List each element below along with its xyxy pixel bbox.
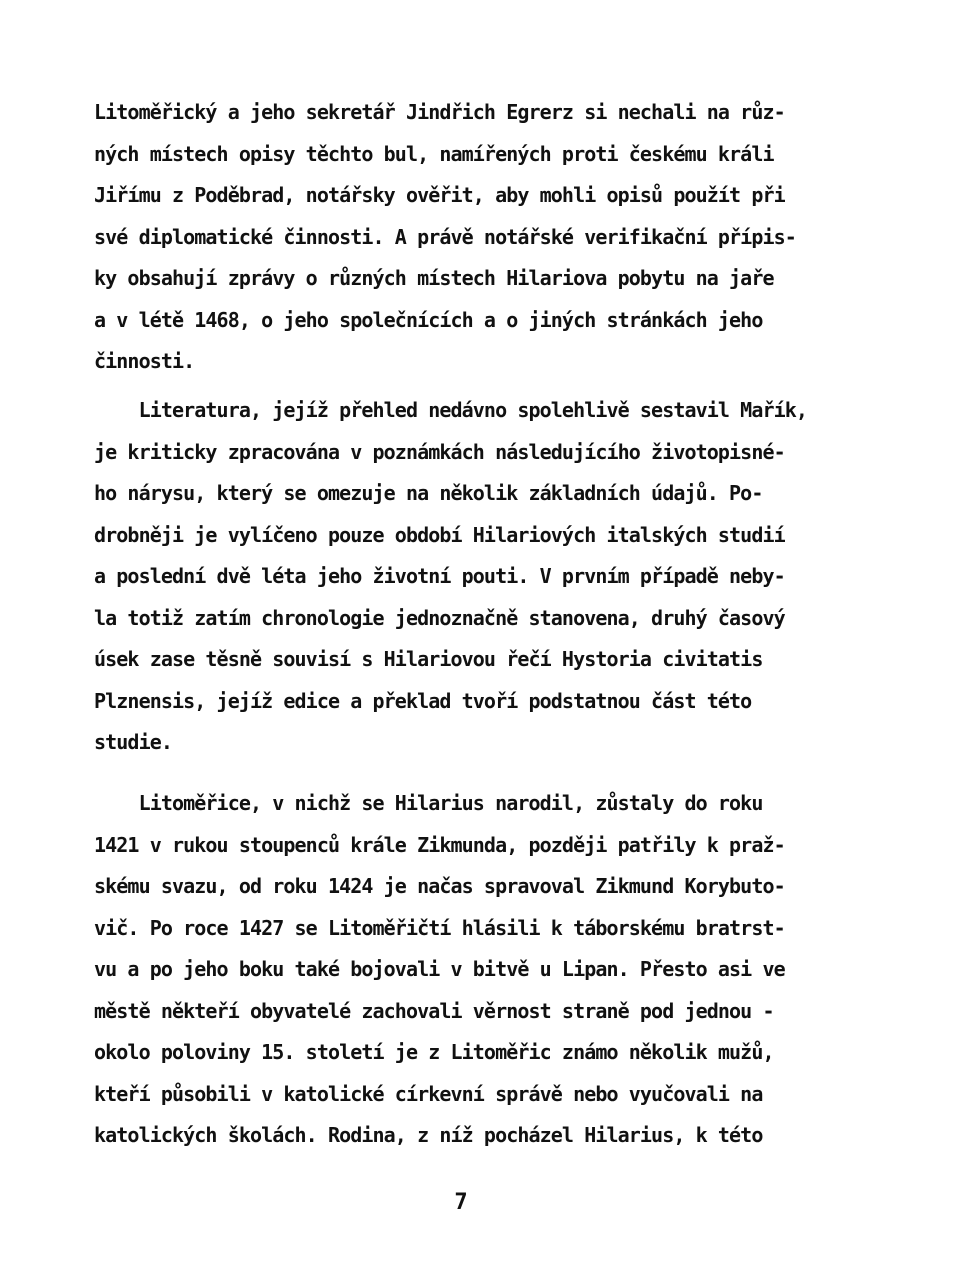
text-line: Plznensis, jejíž edice a překlad tvoří podstatnou část této — [94, 688, 752, 713]
paragraph-2 — [94, 390, 894, 764]
text-line: 1421 v rukou stoupenců krále Zikmunda, později patřily k praž- — [94, 832, 785, 857]
text-line: Jiřímu z Poděbrad, notářsky ověřit, aby mohli opisů použít při — [94, 183, 785, 207]
text-line: okolo poloviny 15. století je z Litoměřic známo několik mužů, — [94, 1040, 774, 1064]
text-line: ho nárysu, který se omezuje na několik základních údajů. Po- — [94, 481, 763, 505]
text-line: ných místech opisy těchto bul, namířených proti českému králi — [94, 141, 774, 166]
text-line: městě někteří obyvatelé zachovali věrnost straně pod jednou - — [94, 998, 774, 1023]
paragraph-1 — [94, 92, 894, 383]
text-line: ky obsahují zprávy o různých místech Hilariova pobytu na jaře — [94, 266, 774, 290]
text-line: úsek zase těsně souvisí s Hilariovou řečí Hystoria civitatis — [94, 647, 763, 671]
text-line: Literatura, jejíž přehled nedávno spolehlivě sestavil Mařík, — [94, 398, 808, 422]
text-line: studie. — [94, 730, 172, 754]
text-line: skému svazu, od roku 1424 je načas spravoval Zikmund Korybuto- — [94, 874, 785, 898]
page-number: 7 — [454, 1190, 468, 1215]
text-line: la totiž zatím chronologie jednoznačně stanovena, druhý časový — [94, 605, 785, 630]
text-line: a v létě 1468, o jeho společnících a o jiných stránkách jeho — [94, 307, 763, 332]
text-line: je kriticky zpracována v poznámkách následujícího životopisné- — [94, 439, 785, 464]
text-line: své diplomatické činnosti. A právě notářské verifikační přípis- — [94, 224, 796, 249]
text-line: Litoměřice, v nichž se Hilarius narodil, zůstaly do roku — [94, 791, 763, 815]
text-line: drobněji je vylíčeno pouze období Hilariových italských studií — [94, 522, 785, 547]
text-line: činnosti. — [94, 349, 195, 373]
text-line: Litoměřický a jeho sekretář Jindřich Egrerz si nechali na růz- — [94, 100, 785, 124]
text-line: vu a po jeho boku také bojovali v bitvě u Lipan. Přesto asi ve — [94, 957, 785, 981]
text-line: katolických školách. Rodina, z níž pocházel Hilarius, k této — [94, 1123, 763, 1147]
text-line: a poslední dvě léta jeho životní pouti. V prvním případě neby- — [94, 564, 785, 588]
paragraph-3 — [94, 783, 894, 1157]
text-line: vič. Po roce 1427 se Litoměřičtí hlásili k táborskému bratrst- — [94, 915, 785, 940]
text-line: kteří působili v katolické církevní správě nebo vyučovali na — [94, 1081, 763, 1106]
